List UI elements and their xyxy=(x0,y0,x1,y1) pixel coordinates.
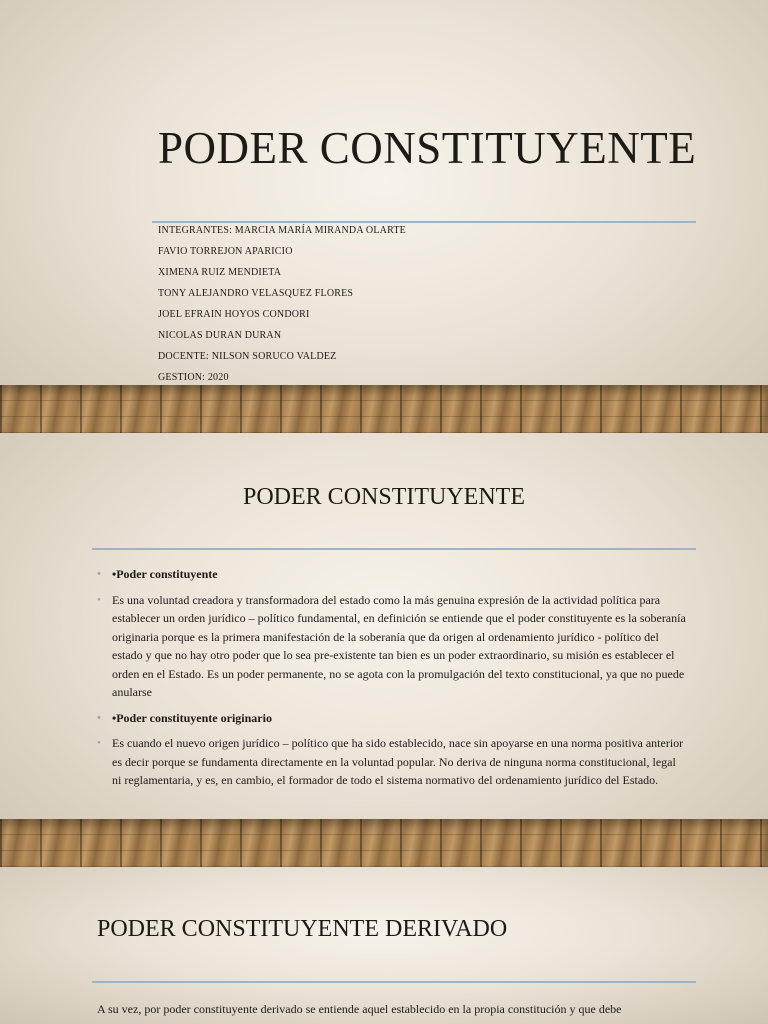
list-item xyxy=(97,565,687,584)
slide-1-title: PODER CONSTITUYENTE xyxy=(158,123,697,173)
bullet-text: •Poder constituyente originario xyxy=(112,710,272,725)
bullet-text: Es cuando el nuevo origen jurídico – político que ha sido establecido, nace sin apoyarse en una norma positiva anterior es decir porque se fundamenta directamente en la voluntad popular. No deriva de ninguna norma constitucional, legal ni reglamentaria, y es, en cambio, el formador de todo el sistema normativo del ordenamiento jurídico del Estado. xyxy=(112,736,684,787)
list-item: DOCENTE: NILSON SORUCO VALDEZ xyxy=(158,351,337,362)
bullet-text: •Poder constituyente xyxy=(112,567,218,581)
list-item: TONY ALEJANDRO VELASQUEZ FLORES xyxy=(158,288,354,299)
bullet-text: Es una voluntad creadora y transformadora del estado como la más genuina expresión de la actividad política para establecer un orden jurídico – político fundamental, en definición se entiende que el poder constituyente es la soberanía originaria porque es la primera manifestación de la soberanía que da origen al ordenamiento jurídico - político del estado y que no hay otro poder que lo sea pre-existente tan bien es un poder extraordinario, su misión es establecer el orden en el Estado. Es un poder permanente, no se agota con la promulgación del texto constitucional, ya que no puede anularse xyxy=(112,592,686,699)
bullet-icon: • xyxy=(97,711,101,724)
list-item: JOEL EFRAIN HOYOS CONDORI xyxy=(158,309,310,320)
bullet-icon: • xyxy=(97,737,101,749)
list-item: FAVIO TORREJON APARICIO xyxy=(158,246,293,257)
bullet-icon: • xyxy=(97,568,101,580)
slide-3-title: PODER CONSTITUYENTE DERIVADO xyxy=(97,916,508,942)
list-item: INTEGRANTES: MARCIA MARÍA MIRANDA OLARTE xyxy=(158,225,406,236)
bullet-icon: • xyxy=(97,593,101,606)
bullet-list xyxy=(97,565,687,797)
title-rule xyxy=(92,981,696,983)
member-list xyxy=(158,224,406,392)
list-item xyxy=(97,709,687,728)
slide-2-title: PODER CONSTITUYENTE xyxy=(243,484,525,510)
list-item: GESTION: 2020 xyxy=(158,372,229,383)
title-rule xyxy=(92,548,696,550)
list-item: XIMENA RUIZ MENDIETA xyxy=(158,267,282,278)
wood-floor-decoration xyxy=(0,385,768,433)
slide-3-paragraph: A su vez, por poder constituyente derivado se entiende aquel establecido en la propia constitución y que debe xyxy=(97,1002,622,1016)
wood-floor-decoration xyxy=(0,819,768,867)
list-item xyxy=(97,734,687,790)
list-item xyxy=(97,591,687,702)
slide-1 xyxy=(0,0,768,433)
title-rule xyxy=(152,221,696,223)
list-item: NICOLAS DURAN DURAN xyxy=(158,330,282,341)
